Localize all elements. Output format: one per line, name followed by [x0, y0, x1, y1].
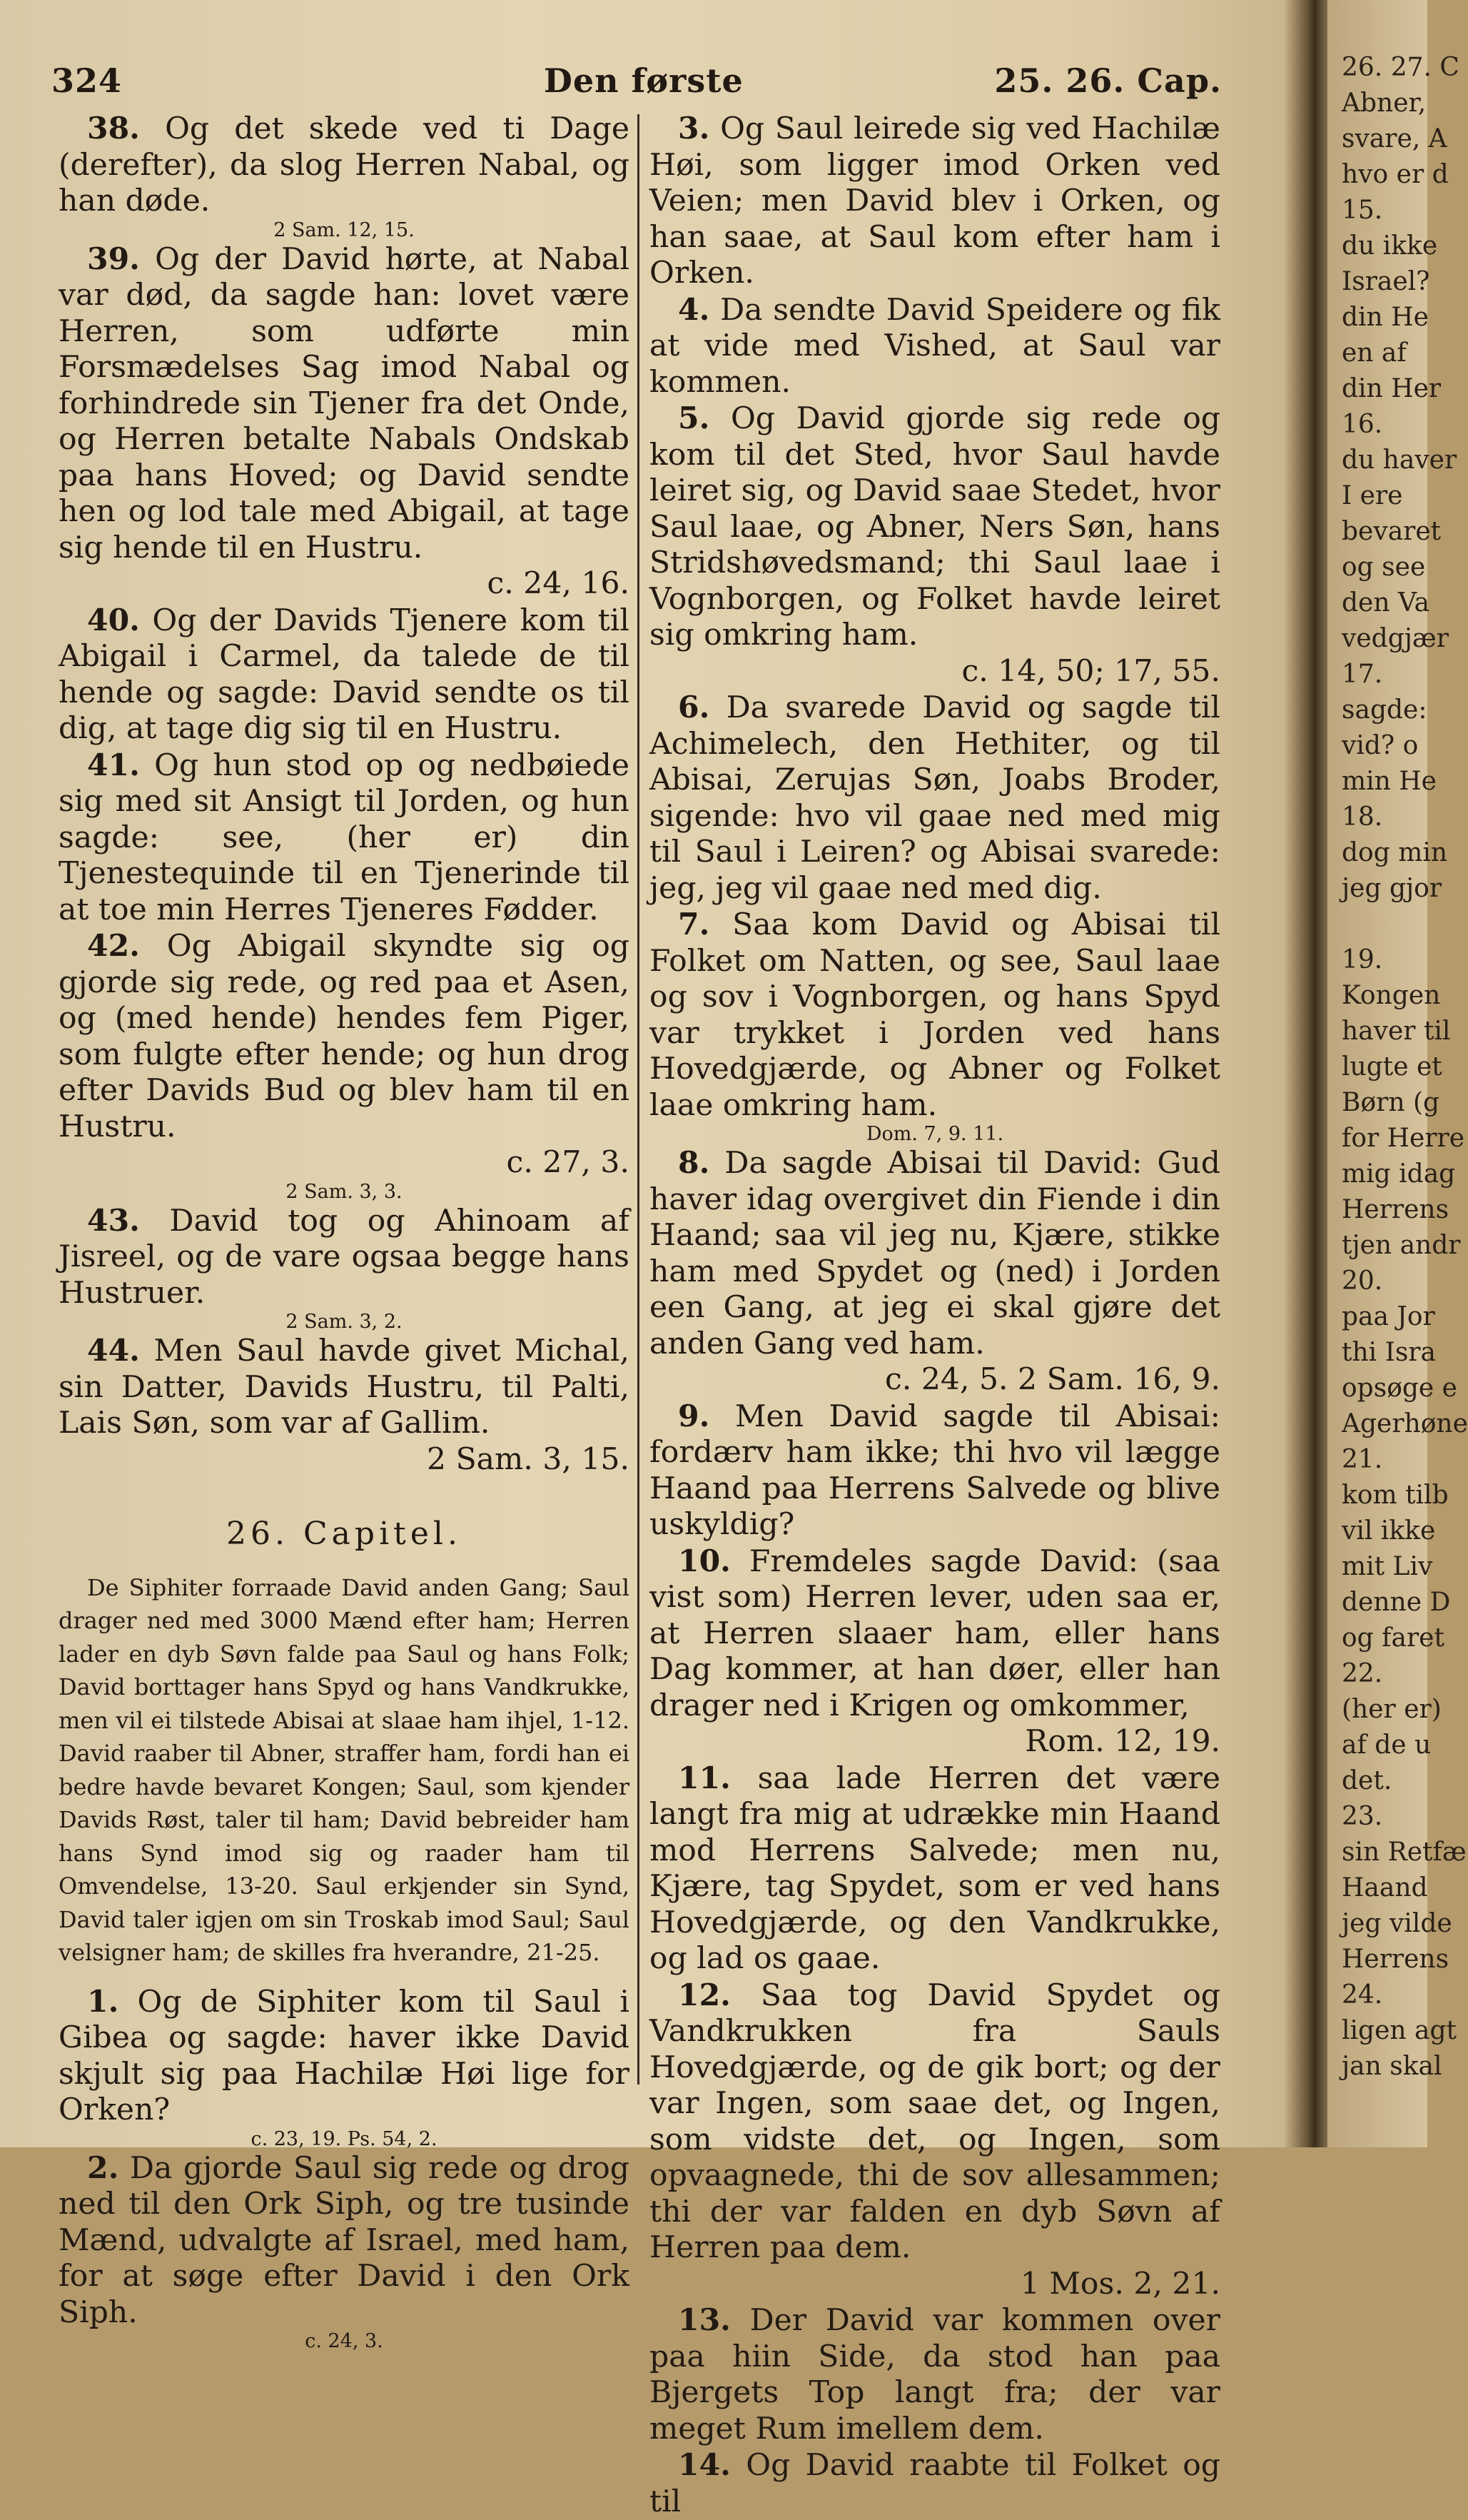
next-page-line: dog min — [1342, 838, 1448, 867]
next-page-line: tjen andr — [1342, 1231, 1461, 1260]
verse-14: 14. Og David raabte til Folket og til — [649, 2447, 1220, 2519]
page-header — [51, 61, 1222, 111]
next-page-line: ligen agt — [1342, 2016, 1457, 2045]
cross-reference: 2 Sam. 3, 2. — [285, 1311, 403, 1333]
next-page-line: svare, A — [1342, 124, 1447, 153]
verse-39: 39. Og der David hørte, at Nabal var død, da sagde han: lovet være Herren, som udførte min Forsmædelses Sag imod Nabal og forhindrede sin Tjener fra det Onde, og Herren betalte Nabals Ondskab paa hans Hoved; og David sendte hen og lod tale med Abigail, at tage sig hende til en Hustru. — [59, 241, 629, 565]
chapter-summary: De Siphiter forraade David anden Gang; Saul drager ned med 3000 Mænd efter ham; Herren lader en dyb Søvn falde paa Saul og hans Folk; David borttager hans Spyd og hans Vandkrukke, men vil ei tilstede Abisai at slaae ham ihjel, 1-12. David raaber til Abner, straffer ham, fordi han ei bedre havde bevaret Kongen; Saul, som kjender Davids Røst, taler til ham; David bebreider ham hans Synd imod sig og raader ham til Omvendelse, 13-20. Saul erkjender sin Synd, David taler igjen om sin Troskab imod Saul; Saul velsigner ham; de skilles fra hverandre, 21-25. — [59, 1573, 629, 1966]
chapter-indicator: 25. 26. Cap. — [994, 61, 1222, 100]
next-page-line: Agerhøne — [1342, 1409, 1468, 1438]
verse-1: 1. Og de Siphiter kom til Saul i Gibea og sagde: haver ikke David skjult sig paa Hachilæ Høi lige for Orken? — [59, 1983, 629, 2127]
chapter-heading: 26. Capitel. — [226, 1516, 462, 1552]
next-page-line — [1342, 907, 1427, 942]
verse-3: 3. Og Saul leirede sig ved Hachilæ Høi, som ligger imod Orken ved Veien; men David blev i Orken, og han saae, at Saul kom efter ham i Orken. — [649, 111, 1220, 291]
next-page-line: opsøge e — [1342, 1374, 1457, 1403]
next-page-line: Kongen — [1342, 981, 1441, 1010]
next-page-line: 18. — [1342, 802, 1383, 832]
next-page-line: 23. — [1342, 1802, 1383, 1831]
verse-2: 2. Da gjorde Saul sig rede og drog ned til den Ork Siph, og tre tusinde Mænd, udvalgte af Israel, med ham, for at søge efter David i den Ork Siph. — [59, 2149, 629, 2330]
next-page-line: Børn (g — [1342, 1088, 1440, 1117]
next-page-line: den Va — [1342, 588, 1430, 618]
column-divider — [637, 114, 639, 2085]
right-column — [649, 111, 1220, 2520]
next-page-line: hvo er d — [1342, 160, 1449, 189]
cross-reference: c. 24, 3. — [305, 2330, 383, 2352]
next-page-line: (her er) — [1342, 1695, 1442, 1724]
next-page-line: 21. — [1342, 1445, 1383, 1474]
next-page-line: Abner, — [1342, 89, 1427, 118]
verse-4: 4. Da sendte David Speidere og fik at vide med Vished, at Saul var kommen. — [649, 291, 1221, 400]
next-page-line: du haver — [1342, 445, 1457, 475]
next-page-line: jan skal — [1342, 2052, 1442, 2081]
next-page-line: jeg vilde — [1342, 1909, 1452, 1938]
next-page-line: jeg gjor — [1342, 874, 1442, 903]
next-page-line: af de u — [1342, 1730, 1432, 1760]
cross-reference: Dom. 7, 9. 11. — [866, 1123, 1004, 1145]
verse-40: 40. Og der Davids Tjenere kom til Abigail i Carmel, da talede de til hende og sagde: David sendte os til dig, at tage dig sig til en Hustru. — [59, 602, 629, 746]
reference: c. 24, 5. 2 Sam. 16, 9. — [885, 1362, 1220, 1397]
cross-reference: c. 23, 19. Ps. 54, 2. — [250, 2127, 437, 2150]
next-page-line: du ikke — [1342, 231, 1438, 261]
next-page-line: for Herre — [1342, 1124, 1465, 1153]
next-page-line: bevaret — [1342, 517, 1442, 546]
verse-41: 41. Og hun stod op og nedbøiede sig med sit Ansigt til Jorden, og hun sagde: see, (her er) din Tjenestequinde til en Tjenerinde til at toe min Herres Tjeneres Fødder. — [59, 747, 629, 927]
next-page-line: 22. — [1342, 1659, 1383, 1688]
next-page-line: Herrens — [1342, 1945, 1449, 1974]
next-page-line: og see — [1342, 553, 1426, 582]
next-page-line: og faret — [1342, 1623, 1444, 1653]
next-page-line: kom tilb — [1342, 1481, 1449, 1510]
next-page-line: sagde: — [1342, 695, 1427, 725]
reference: c. 14, 50; 17, 55. — [961, 653, 1220, 689]
verse-9: 9. Men David sagde til Abisai: fordærv ham ikke; thi hvo vil lægge Haand paa Herrens Salvede og blive uskyldig? — [649, 1398, 1221, 1542]
reference: c. 24, 16. — [487, 566, 629, 601]
next-page-line: vid? o — [1342, 731, 1419, 760]
next-page-line: 24. — [1342, 1980, 1383, 2010]
next-page-line: lugte et — [1342, 1052, 1442, 1082]
next-page-line: 26. 27. C — [1342, 53, 1459, 82]
verse-6: 6. Da svarede David og sagde til Achimelech, den Hethiter, og til Abisai, Zerujas Søn, Joabs Broder, sigende: hvo vil gaae ned med mig til Saul i Leiren? og Abisai svarede: jeg, jeg vil gaae ned med dig. — [649, 690, 1221, 906]
running-title: Den første — [544, 61, 744, 100]
next-page-line: Haand — [1342, 1873, 1428, 1902]
left-column — [59, 111, 629, 2352]
next-page-line: 15. — [1342, 196, 1383, 225]
next-page-line: 16. — [1342, 410, 1383, 439]
verse-42: 42. Og Abigail skyndte sig og gjorde sig rede, og red paa et Asen, og (med hende) hendes fem Piger, som fulgte efter hende; og hun drog efter Davids Bud og blev ham til en Hustru. — [59, 928, 630, 1144]
next-page-line: Israel? — [1342, 267, 1430, 296]
verse-13: 13. Der David var kommen over paa hiin Side, da stod han paa Bjergets Top langt fra; der var meget Rum imellem dem. — [649, 2302, 1220, 2446]
next-page-line: en af — [1342, 338, 1407, 368]
cross-reference: 2 Sam. 3, 3. — [285, 1180, 403, 1203]
next-page-line: din Her — [1342, 374, 1442, 403]
cross-reference: 2 Sam. 12, 15. — [273, 218, 415, 241]
verse-7: 7. Saa kom David og Abisai til Folket om Natten, og see, Saul laae og sov i Vognborgen, og hans Spyd var trykket i Jorden ved hans Hovedgjærde, og Abner og Folket laae omkring ham. — [649, 907, 1220, 1123]
verse-11: 11. saa lade Herren det være langt fra mig at udrække min Haand mod Herrens Salvede; men nu, Kjære, tag Spydet, som er ved hans Hovedgjærde, og den Vandkrukke, og lad os gaae. — [649, 1760, 1220, 1976]
next-page-line: mig idag — [1342, 1159, 1456, 1189]
verse-44: 44. Men Saul havde givet Michal, sin Datter, Davids Hustru, til Palti, Lais Søn, som var af Gallim. — [59, 1333, 630, 1441]
next-page-line: 20. — [1342, 1266, 1383, 1296]
reference: 2 Sam. 3, 15. — [427, 1441, 629, 1477]
next-page-edge — [1327, 0, 1468, 2147]
next-page-line: haver til — [1342, 1017, 1451, 1046]
verse-43: 43. David tog og Ahinoam af Jisreel, og de vare ogsaa begge hans Hustruer. — [59, 1202, 630, 1311]
reference: c. 27, 3. — [506, 1145, 629, 1180]
next-page-line: I ere — [1342, 481, 1403, 510]
next-page-line: 19. — [1342, 945, 1383, 974]
next-page-line: mit Liv — [1342, 1552, 1433, 1581]
next-page-line: vedgjær — [1342, 624, 1449, 653]
verse-10: 10. Fremdeles sagde David: (saa vist som) Herren lever, uden saa er, at Herren slaaer ham, eller hans Dag kommer, at han døer, eller han drager ned i Krigen og omkommer, — [649, 1543, 1220, 1723]
next-page-line: min He — [1342, 767, 1437, 796]
verse-12: 12. Saa tog David Spydet og Vandkrukken fra Sauls Hovedgjærde, og de gik bort; og der var Ingen, som saae det, og Ingen, som vidste det, og Ingen, som opvaagnede, thi de sov allesammen; thi der var falden en dyb Søvn af Herren paa dem. — [649, 1977, 1220, 2265]
reference: Rom. 12, 19. — [1025, 1724, 1220, 1759]
verse-38: 38. Og det skede ved ti Dage (derefter), da slog Herren Nabal, og han døde. — [59, 111, 629, 218]
next-page-line: thi Isra — [1342, 1338, 1436, 1367]
next-page-line: det. — [1342, 1766, 1392, 1795]
next-page-line: sin Retfæ — [1342, 1838, 1467, 1867]
next-page-line: 17. — [1342, 660, 1383, 689]
page-number: 324 — [51, 61, 123, 100]
next-page-line: din He — [1342, 303, 1429, 332]
next-page-line: paa Jor — [1342, 1302, 1435, 1331]
next-page-line: denne D — [1342, 1588, 1451, 1617]
verse-8: 8. Da sagde Abisai til David: Gud haver idag overgivet din Fiende i din Haand; saa vil jeg nu, Kjære, stikke ham med Spydet og (ned) i Jorden een Gang, at jeg ei skal gjøre det anden Gang ved ham. — [649, 1145, 1220, 1361]
verse-5: 5. Og David gjorde sig rede og kom til det Sted, hvor Saul havde leiret sig, og David saae Stedet, hvor Saul laae, og Abner, Ners Søn, hans Stridshøvedsmand; thi Saul laae i Vognborgen, og Folket havde leiret sig omkring ham. — [649, 400, 1221, 652]
reference: 1 Mos. 2, 21. — [1020, 2266, 1220, 2302]
next-page-line: vil ikke — [1342, 1516, 1436, 1546]
next-page-line: Herrens — [1342, 1195, 1449, 1224]
